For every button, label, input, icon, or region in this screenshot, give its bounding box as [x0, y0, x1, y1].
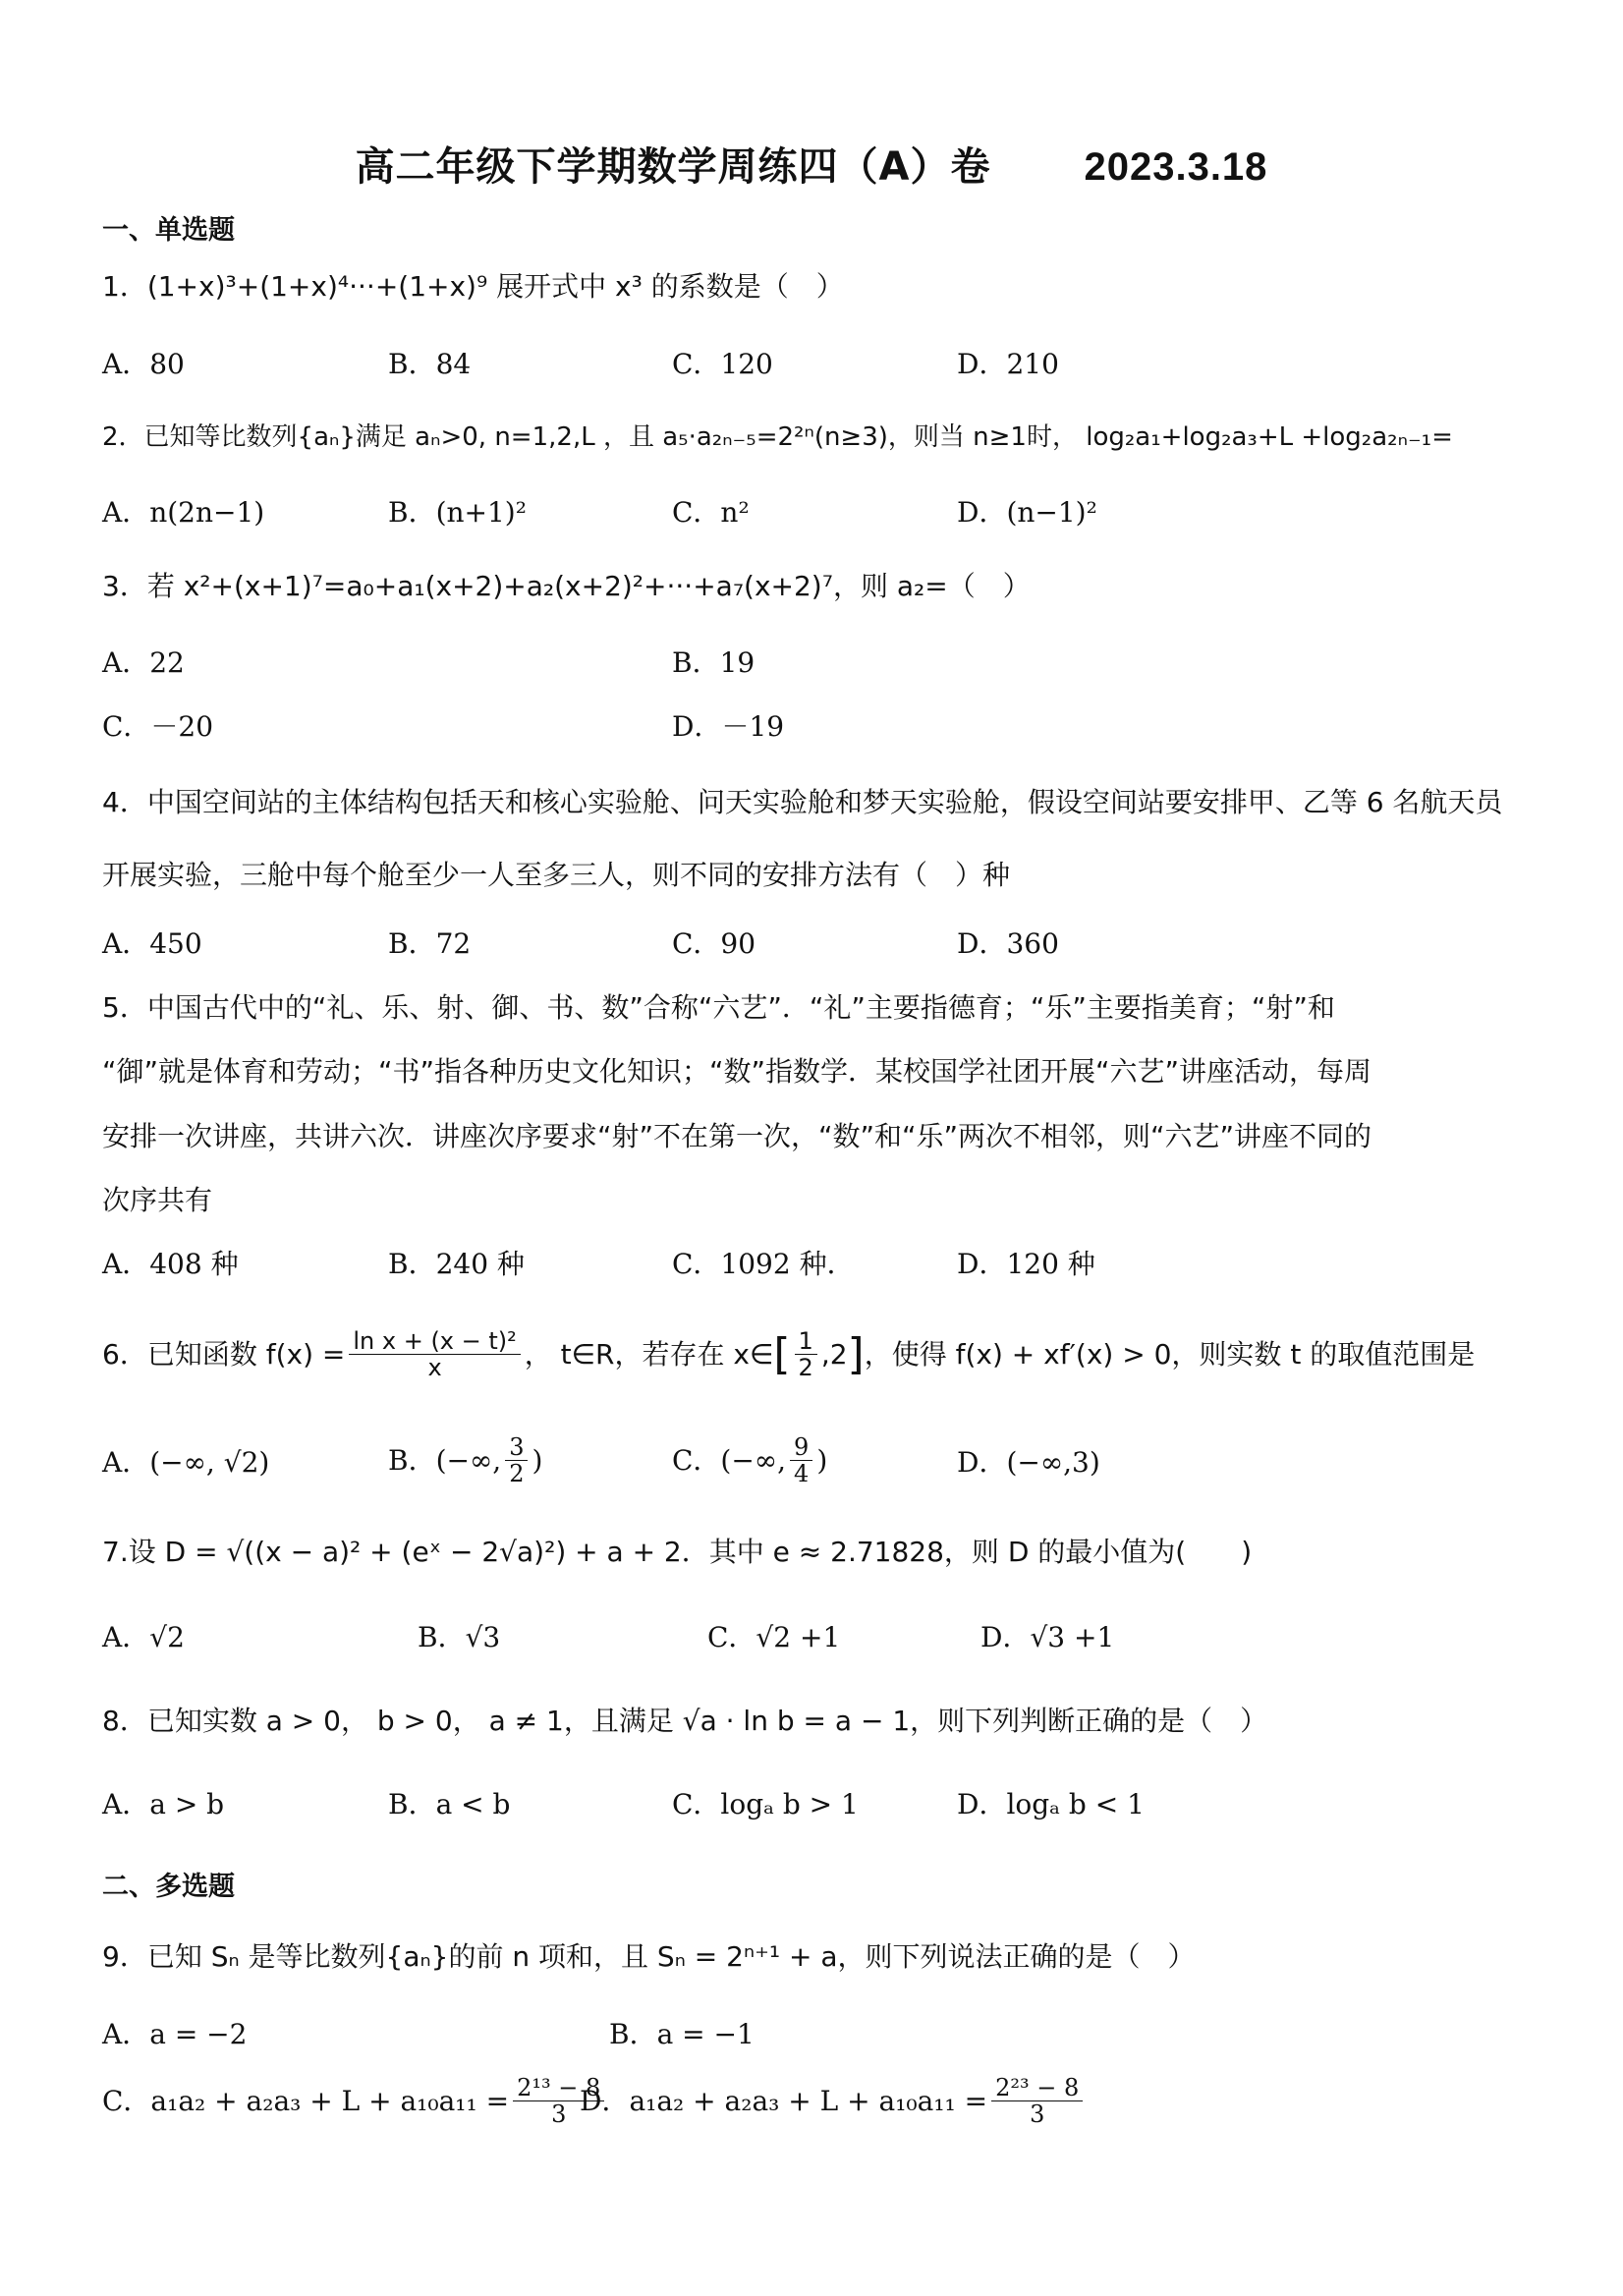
- q6-option-a: A．(−∞, √2): [102, 1446, 270, 1479]
- q6-fraction-denominator: x: [427, 1354, 442, 1382]
- q1-option-d: D．210: [957, 348, 1059, 380]
- q6-interval-denominator: 2: [798, 1354, 813, 1382]
- title-text: 高二年级下学期数学周练四（A）卷: [355, 144, 991, 190]
- q6-option-b-prefix: B．(−∞,: [388, 1444, 502, 1478]
- q6-fraction-numerator: ln x + (x − t)²: [349, 1328, 520, 1355]
- question-4-line-2: 开展实验，三舱中每个舱至少一人至多三人，则不同的安排方法有（ ）种: [102, 859, 1011, 891]
- q6-option-b: [388, 1434, 542, 1487]
- q6-interval-left-bracket: [: [773, 1328, 791, 1379]
- q1-option-c: C．120: [672, 348, 773, 380]
- q9-option-d: [580, 2075, 1087, 2128]
- q6-option-c-fraction: [790, 1434, 812, 1487]
- q1-option-b: B．84: [388, 348, 472, 380]
- question-6: [102, 1328, 1475, 1381]
- question-3: 3．若 x²+(x+1)⁷=a₀+a₁(x+2)+a₂(x+2)²+···+a₇(x+2)⁷，则 a₂=（ ）: [102, 570, 1031, 602]
- q6-option-b-denominator: 2: [509, 1460, 525, 1488]
- page-title: [0, 136, 1623, 192]
- q9-option-d-numerator: 2²³ − 8: [991, 2075, 1083, 2101]
- question-5-line-2: “御”就是体育和劳动；“书”指各种历史文化知识；“数”指数学．某校国学社团开展“六艺”讲座活动，每周: [102, 1055, 1372, 1088]
- q6-interval-end: ,2: [820, 1338, 848, 1372]
- section-single-choice: 一、单选题: [102, 215, 235, 246]
- q8-option-b: B．a < b: [388, 1788, 511, 1820]
- q6-option-c-prefix: C．(−∞,: [672, 1444, 787, 1478]
- q9-option-d-fraction: [991, 2075, 1083, 2128]
- q2-option-a: A．n(2n−1): [102, 496, 265, 529]
- q9-option-c-prefix: C．a₁a₂ + a₂a₃ + L + a₁₀a₁₁ =: [102, 2085, 510, 2118]
- q6-option-c-denominator: 4: [794, 1460, 810, 1488]
- q9-option-d-denominator: 3: [1030, 2100, 1045, 2129]
- question-5-line-4: 次序共有: [102, 1184, 213, 1216]
- q9-option-d-prefix: D．a₁a₂ + a₂a₃ + L + a₁₀a₁₁ =: [580, 2085, 988, 2118]
- q6-interval-right-bracket: ]: [847, 1328, 865, 1379]
- question-1: 1．(1+x)³+(1+x)⁴···+(1+x)⁹ 展开式中 x³ 的系数是（ ）: [102, 270, 844, 303]
- q5-option-b: B．240 种: [388, 1248, 525, 1280]
- q6-option-b-close: ): [532, 1444, 543, 1478]
- q4-option-c: C．90: [672, 927, 756, 960]
- q8-option-a: A．a > b: [102, 1788, 225, 1820]
- q2-option-c: C．n²: [672, 496, 750, 529]
- q5-option-a: A．408 种: [102, 1248, 239, 1280]
- q3-option-c: C．－20: [102, 710, 214, 743]
- q3-option-a: A．22: [102, 646, 185, 679]
- q4-option-b: B．72: [388, 927, 472, 960]
- q9-option-c-numerator: 2¹³ − 8: [513, 2075, 604, 2101]
- q7-option-d: D．√3 +1: [980, 1621, 1115, 1653]
- q5-option-c: C．1092 种．: [672, 1248, 855, 1280]
- q6-option-d: D．(−∞,3): [957, 1446, 1100, 1479]
- q5-option-d: D．120 种: [957, 1248, 1095, 1280]
- q6-option-c: [672, 1434, 827, 1487]
- q1-option-a: A．80: [102, 348, 185, 380]
- q2-option-b: B．(n+1)²: [388, 496, 527, 529]
- q3-option-d: D．－19: [672, 710, 785, 743]
- q4-option-a: A．450: [102, 927, 202, 960]
- q6-option-b-numerator: 3: [505, 1434, 528, 1461]
- q7-option-b: B．√3: [418, 1621, 501, 1653]
- q6-interval-numerator: 1: [795, 1328, 817, 1355]
- question-2: 2．已知等比数列{aₙ}满足 aₙ>0, n=1,2,L ，且 a₅·a₂ₙ₋₅=2²ⁿ(n≥3)，则当 n≥1时， log₂a₁+log₂a₃+L +log₂a₂ₙ₋₁=: [102, 422, 1453, 452]
- q7-option-a: A．√2: [102, 1621, 185, 1653]
- q6-function-fraction: [349, 1328, 520, 1381]
- q2-option-d: D．(n−1)²: [957, 496, 1097, 529]
- q9-option-c: [102, 2075, 608, 2128]
- q7-option-c: C．√2 +1: [707, 1621, 841, 1653]
- q9-option-b: B．a = −1: [609, 2018, 755, 2050]
- question-7: 7.设 D = √((x − a)² + (eˣ − 2√a)²) + a + 2．其中 e ≈ 2.71828，则 D 的最小值为( ): [102, 1536, 1253, 1568]
- q6-middle: ， t∈R，若存在 x∈: [524, 1338, 774, 1372]
- section-multiple-choice: 二、多选题: [102, 1872, 235, 1902]
- q9-option-c-denominator: 3: [551, 2100, 567, 2129]
- question-5-line-1: 5．中国古代中的“礼、乐、射、御、书、数”合称“六艺”．“礼”主要指德育；“乐”主要指美育；“射”和: [102, 991, 1335, 1024]
- q6-option-c-close: ): [816, 1444, 828, 1478]
- title-date: 2023.3.18: [1084, 145, 1268, 189]
- question-9: 9．已知 Sₙ 是等比数列{aₙ}的前 n 项和，且 Sₙ = 2ⁿ⁺¹ + a，则下列说法正确的是（ ）: [102, 1940, 1196, 1973]
- q6-option-b-fraction: [505, 1434, 528, 1487]
- q9-option-a: A．a = −2: [102, 2018, 248, 2050]
- question-8: 8．已知实数 a > 0， b > 0， a ≠ 1，且满足 √a · ln b = a − 1，则下列判断正确的是（ ）: [102, 1705, 1268, 1737]
- question-5-line-3: 安排一次讲座，共讲六次．讲座次序要求“射”不在第一次，“数”和“乐”两次不相邻，则“六艺”讲座不同的: [102, 1120, 1372, 1152]
- q8-option-c: C．logₐ b > 1: [672, 1788, 859, 1820]
- question-4-line-1: 4．中国空间站的主体结构包括天和核心实验舱、问天实验舱和梦天实验舱，假设空间站要安排甲、乙等 6 名航天员: [102, 786, 1503, 818]
- q6-option-c-numerator: 9: [790, 1434, 812, 1461]
- q6-interval-fraction: [795, 1328, 817, 1381]
- q8-option-d: D．logₐ b < 1: [957, 1788, 1145, 1820]
- q3-option-b: B．19: [672, 646, 756, 679]
- q4-option-d: D．360: [957, 927, 1059, 960]
- q6-prefix: 6．已知函数 f(x) =: [102, 1338, 346, 1372]
- q6-suffix: ，使得 f(x) + xf′(x) > 0，则实数 t 的取值范围是: [864, 1338, 1476, 1372]
